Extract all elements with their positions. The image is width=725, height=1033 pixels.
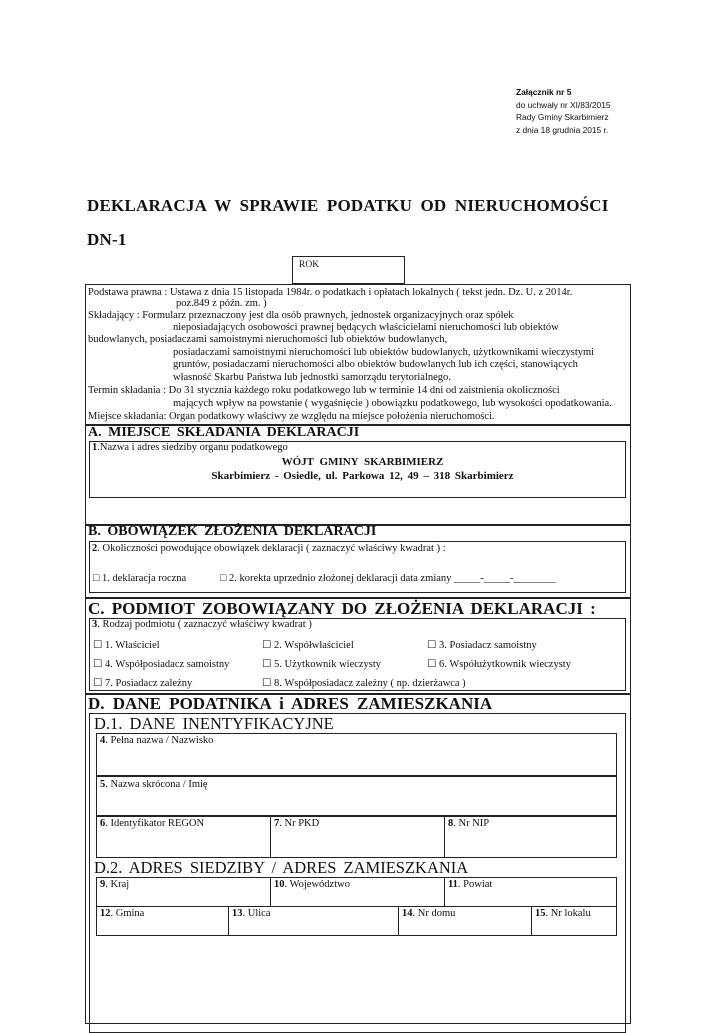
deadline-line: Termin składania : Do 31 stycznia każdego roku podatkowego lub w terminie 14 dni od zaistnienia okoliczności <box>88 385 560 396</box>
entity-type-label: 3. Rodzaj podmiotu ( zaznaczyć właściwy kwadrat ) <box>92 619 312 630</box>
tax-office-name: WÓJT GMINY SKARBIMIERZ <box>281 456 444 468</box>
option-independent-possessor[interactable]: ☐ 3. Posiadacz samoistny <box>427 640 537 651</box>
country-label: 9. Kraj <box>100 879 130 890</box>
voivodeship-label: 10. Województwo <box>274 879 350 890</box>
year-field[interactable] <box>292 256 405 284</box>
section-b-header: B. OBOWIĄZEK ZŁOŻENIA DEKLARACJI <box>88 524 377 539</box>
municipality-label: 12. Gmina <box>100 908 145 919</box>
option-co-dependent-possessor[interactable]: ☐ 8. Współposiadacz zależny ( np. dzierżawca ) <box>262 678 466 689</box>
place-line: Miejsce składania: Organ podatkowy właściwy ze względu na miejsce położenia nieruchomości. <box>88 411 495 422</box>
annex-resolution: do uchwały nr XI/83/2015 <box>516 99 611 110</box>
submitter-line-5: gruntów, posiadaczami nieruchomości albo obiektów budowlanych lub ich części, stanowiących <box>173 359 578 370</box>
option-owner[interactable]: ☐ 1. Właściciel <box>93 640 160 651</box>
annex-number: Załącznik nr 5 <box>516 87 572 97</box>
option-annual-declaration[interactable]: □ 1. deklaracja rocznа <box>93 573 187 584</box>
regon-label: 6. Identyfikator REGON <box>100 818 205 829</box>
county-label: 11. Powiat <box>448 879 493 890</box>
apartment-number-label: 15. Nr lokalu <box>535 908 591 919</box>
tax-office-address: Skarbimierz - Osiedle, ul. Parkowa 12, 49 – 318 Skarbimierz <box>211 470 514 482</box>
obligation-label: 2. Okoliczności powodujące obowiązek deklaracji ( zaznaczyć właściwy kwadrat ) : <box>92 543 446 554</box>
tax-office-label: 1.Nazwa i adres siedziby organu podatkowego <box>92 442 288 453</box>
option-dependent-possessor[interactable]: ☐ 7. Posiadacz zależny <box>93 678 193 689</box>
submitter-line-6: własność Skarbu Państwa lub jednostki samorządu terytorialnego. <box>173 372 451 383</box>
pkd-label: 7. Nr PKD <box>274 818 320 829</box>
annex-note <box>516 86 611 136</box>
year-label: ROK <box>299 260 320 270</box>
deadline-line-2: mających wpływ na powstanie ( wygaśnięcie ) obowiązku podatkowego, lub wysokości opodatkowania. <box>173 398 612 409</box>
annex-council: Rady Gminy Skarbimierz <box>516 112 609 122</box>
nip-label: 8. Nr NIP <box>448 818 490 829</box>
section-c-header: C. PODMIOT ZOBOWIĄZANY DO ZŁOŻENIA DEKLARACJI : <box>88 599 596 618</box>
submitter-line-4: posiadaczami samoistnymi nieruchomości lub obiektów budowlanych, użytkownikami wieczystymi <box>173 347 595 358</box>
option-correction[interactable]: □ 2. korekta uprzednio złożonej deklaracji data zmiany _____-_____-________ <box>220 573 556 584</box>
full-name-label: 4. Pełna nazwa / Nazwisko <box>100 735 214 746</box>
d2-header: D.2. ADRES SIEDZIBY / ADRES ZAMIESZKANIA <box>94 858 469 877</box>
section-a-header: A. MIEJSCE SKŁADANIA DEKLARACJI <box>88 425 360 440</box>
street-label: 13. Ulica <box>232 908 271 919</box>
submitter-line: Składający : Formularz przeznaczony jest dla osób prawnych, jednostek organizacyjnych oraz spółek <box>88 310 514 321</box>
form-code: DN-1 <box>87 230 127 249</box>
option-co-independent-possessor[interactable]: ☐ 4. Współposiadacz samoistny <box>93 659 230 670</box>
d1-header: D.1. DANE INENTYFIKACYJNE <box>94 714 334 733</box>
legal-basis-line-2: poz.849 z późn. zm. ) <box>176 298 267 309</box>
section-d-header: D. DANE PODATNIKA i ADRES ZAMIESZKANIA <box>88 694 493 713</box>
submitter-line-2: nieposiadających osobowości prawnej będących właścicielami nieruchomości lub obiektów <box>173 322 559 333</box>
legal-basis-line: Podstawa prawna : Ustawa z dnia 15 listopada 1984r. o podatkach i opłatach lokalnych ( tekst jedn. Dz. U. z 2014r. <box>88 287 573 298</box>
option-co-owner[interactable]: ☐ 2. Współwłaściciel <box>262 640 354 651</box>
option-co-perpetual-user[interactable]: ☐ 6. Współużytkownik wieczysty <box>427 659 571 670</box>
option-perpetual-user[interactable]: ☐ 5. Użytkownik wieczysty <box>262 659 382 670</box>
short-name-label: 5. Nazwa skrócona / Imię <box>100 779 208 790</box>
page-title: DEKLARACJA W SPRAWIE PODATKU OD NIERUCHOMOŚCI <box>87 196 609 215</box>
submitter-line-3: budowlanych, posiadaczami samoistnymi nieruchomości lub obiektów budowlanych, <box>88 334 448 345</box>
house-number-label: 14. Nr domu <box>402 908 456 919</box>
annex-date: z dnia 18 grudnia 2015 r. <box>516 124 609 135</box>
